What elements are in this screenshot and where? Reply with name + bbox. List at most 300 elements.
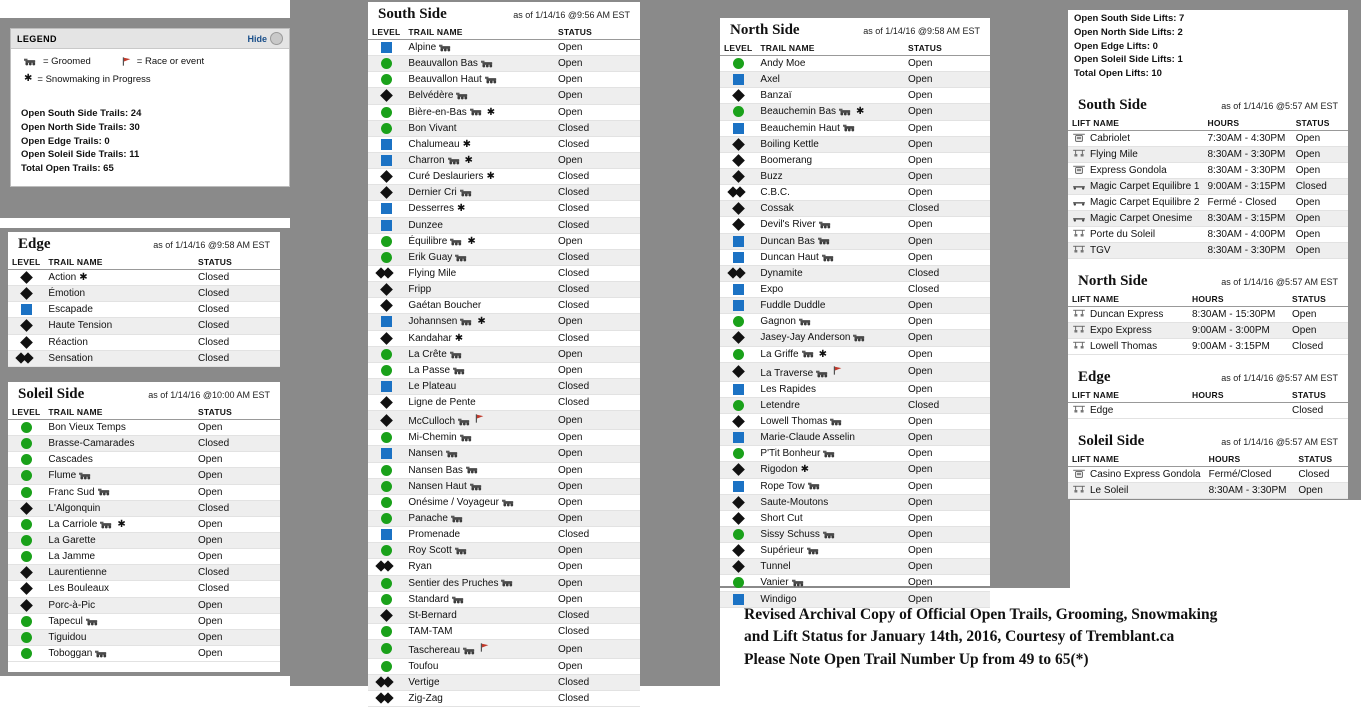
col-trail: TRAIL NAME — [44, 255, 194, 270]
level-green-circle-icon — [21, 487, 32, 498]
level-green-circle-icon — [21, 632, 32, 643]
trail-name: Action ✱ — [44, 270, 194, 286]
gondola-icon — [1072, 469, 1086, 479]
north-trails-table — [720, 41, 990, 608]
trail-status: Open — [194, 532, 280, 548]
total-open-lifts: Total Open Lifts: 10 — [1074, 68, 1162, 80]
trail-name: Supérieur — [756, 543, 904, 559]
trail-level — [720, 510, 756, 526]
trail-level — [720, 314, 756, 330]
trail-level — [368, 265, 404, 281]
table-row — [8, 436, 280, 452]
trail-status: Open — [194, 516, 280, 532]
lifts-south-table — [1068, 116, 1348, 259]
total-edge-lifts: Open Edge Lifts: 0 — [1074, 40, 1158, 52]
level-black-diamond-icon — [732, 219, 745, 232]
trail-level — [8, 302, 44, 318]
trail-level — [368, 559, 404, 575]
trail-name: La Garette — [44, 532, 194, 548]
trail-name: Beauchemin Bas ✱ — [756, 104, 904, 120]
groomer-icon — [823, 530, 837, 539]
level-blue-square-icon — [733, 123, 744, 134]
table-row — [368, 591, 640, 607]
table-row — [720, 298, 990, 314]
groomer-icon — [843, 123, 857, 132]
table-row — [720, 72, 990, 88]
table-row — [368, 527, 640, 543]
trail-status: Open — [554, 510, 640, 526]
trail-status: Open — [554, 640, 640, 659]
col-status: STATUS — [1294, 452, 1348, 467]
table-row — [8, 645, 280, 661]
col-level: LEVEL — [8, 405, 44, 420]
trail-name: Short Cut — [756, 510, 904, 526]
table-row — [368, 559, 640, 575]
south-title: South Side — [378, 6, 447, 22]
level-black-diamond-icon — [380, 396, 393, 409]
trail-level — [8, 549, 44, 565]
level-green-circle-icon — [21, 519, 32, 530]
groomer-icon — [456, 91, 470, 100]
groomer-icon — [792, 578, 806, 587]
trail-status: Open — [904, 136, 990, 152]
trail-level — [368, 462, 404, 478]
groomer-icon — [823, 449, 837, 458]
race-flag-icon — [475, 413, 485, 424]
col-level: LEVEL — [8, 255, 44, 270]
snowflake-icon: ✱ — [486, 106, 496, 118]
snowflake-icon: ✱ — [477, 316, 486, 328]
table-row — [1068, 178, 1348, 194]
table-row — [1068, 402, 1348, 418]
total-soleil-lifts: Open Soleil Side Lifts: 1 — [1074, 54, 1183, 66]
table-row — [720, 56, 990, 72]
trail-status: Closed — [554, 217, 640, 233]
trail-status: Open — [194, 468, 280, 484]
level-green-circle-icon — [381, 236, 392, 247]
trail-level — [368, 430, 404, 446]
groomer-icon — [86, 617, 100, 626]
trail-status: Open — [554, 233, 640, 249]
col-status: STATUS — [554, 25, 640, 40]
trail-level — [368, 494, 404, 510]
level-black-diamond-icon — [20, 287, 33, 300]
table-row — [8, 484, 280, 500]
groomer-icon — [453, 366, 467, 375]
trail-status: Open — [554, 104, 640, 120]
trail-name: Saute-Moutons — [756, 494, 904, 510]
trail-name: Laurentienne — [44, 565, 194, 581]
gondola-icon — [1072, 165, 1086, 175]
trail-status: Open — [554, 462, 640, 478]
trail-status: Open — [904, 88, 990, 104]
level-green-circle-icon — [733, 349, 744, 360]
trail-name: Porc-à-Pic — [44, 597, 194, 613]
table-row — [8, 318, 280, 334]
table-row — [368, 607, 640, 623]
lifts-south-asof: as of 1/14/16 @5:57 AM EST — [1221, 100, 1338, 111]
level-blue-square-icon — [733, 300, 744, 311]
level-double-diamond-icon — [377, 268, 395, 279]
trail-name: Bière-en-Bas ✱ — [404, 104, 554, 120]
lift-hours: 8:30AM - 3:30PM — [1204, 242, 1292, 258]
trail-level — [8, 613, 44, 629]
lift-hours — [1188, 402, 1288, 418]
edge-asof: as of 1/14/16 @9:58 AM EST — [153, 240, 270, 250]
lifts-soleil-title: Soleil Side — [1078, 432, 1145, 449]
trail-level — [368, 659, 404, 675]
trail-status: Closed — [554, 282, 640, 298]
level-double-diamond-icon — [377, 677, 395, 688]
trail-name: Tunnel — [756, 559, 904, 575]
col-status: STATUS — [194, 255, 280, 270]
table-row — [8, 286, 280, 302]
table-row — [8, 549, 280, 565]
trail-name: Boiling Kettle — [756, 136, 904, 152]
trail-status: Closed — [554, 120, 640, 136]
groomer-icon — [446, 449, 460, 458]
level-blue-square-icon — [381, 316, 392, 327]
trail-name: La Griffe ✱ — [756, 346, 904, 362]
table-row — [8, 613, 280, 629]
trail-level — [720, 346, 756, 362]
trail-status: Closed — [554, 623, 640, 639]
table-row — [368, 478, 640, 494]
table-row — [368, 233, 640, 249]
lift-status: Open — [1292, 146, 1348, 162]
trail-name: La Passe — [404, 362, 554, 378]
lift-name: Magic Carpet Equilibre 1 — [1068, 178, 1204, 194]
trail-status: Open — [194, 484, 280, 500]
legend-label-groomed: = Groomed — [43, 56, 91, 67]
trail-name: Nansen — [404, 446, 554, 462]
groomer-icon — [460, 433, 474, 442]
lifts-edge-asof: as of 1/14/16 @5:57 AM EST — [1221, 372, 1338, 383]
groomer-icon — [458, 417, 472, 426]
trail-level — [8, 334, 44, 350]
level-green-circle-icon — [381, 107, 392, 118]
trail-level — [8, 436, 44, 452]
groomer-icon — [470, 107, 484, 116]
table-row — [720, 233, 990, 249]
collapse-icon[interactable] — [270, 32, 283, 45]
level-blue-square-icon — [381, 203, 392, 214]
level-green-circle-icon — [733, 577, 744, 588]
trail-status: Open — [554, 346, 640, 362]
magic-carpet-icon — [1072, 181, 1086, 191]
lift-hours: 7:30AM - 4:30PM — [1204, 130, 1292, 146]
col-level: LEVEL — [720, 41, 756, 56]
groomer-icon — [485, 75, 499, 84]
trail-status: Closed — [194, 350, 280, 366]
trail-level — [720, 120, 756, 136]
trail-status: Open — [194, 613, 280, 629]
table-row — [368, 395, 640, 411]
lift-hours: Fermé/Closed — [1205, 466, 1295, 482]
lift-hours: 8:30AM - 15:30PM — [1188, 306, 1288, 322]
table-row — [1068, 242, 1348, 258]
chairlift-icon — [1072, 325, 1086, 335]
table-row — [1068, 482, 1348, 498]
trail-name: Bon Vivant — [404, 120, 554, 136]
level-blue-square-icon — [733, 284, 744, 295]
trail-status: Closed — [554, 185, 640, 201]
north-trails-panel — [720, 18, 990, 605]
level-black-diamond-icon — [380, 90, 393, 103]
lifts-south-title: South Side — [1078, 96, 1147, 113]
level-blue-square-icon — [381, 529, 392, 540]
table-row — [368, 136, 640, 152]
lift-status: Closed — [1292, 178, 1348, 194]
trail-level — [368, 136, 404, 152]
trail-level — [8, 318, 44, 334]
snowflake-icon: ✱ — [467, 235, 476, 247]
col-lift: LIFT NAME — [1068, 388, 1188, 403]
level-double-diamond-icon — [377, 693, 395, 704]
col-hours: HOURS — [1205, 452, 1295, 467]
lift-hours: 9:00AM - 3:00PM — [1188, 322, 1288, 338]
groomer-icon — [439, 43, 453, 52]
table-row — [720, 575, 990, 591]
lifts-north-title: North Side — [1078, 272, 1148, 289]
trail-status: Open — [904, 526, 990, 542]
trail-name: Rope Tow — [756, 478, 904, 494]
trail-status: Closed — [554, 265, 640, 281]
lifts-edge-table — [1068, 388, 1348, 419]
groomer-icon — [451, 514, 465, 523]
trail-name: Le Plateau — [404, 378, 554, 394]
legend-title: LEGEND — [17, 33, 57, 44]
col-status: STATUS — [904, 41, 990, 56]
table-row — [1068, 146, 1348, 162]
level-double-diamond-icon — [377, 561, 395, 572]
trail-level — [720, 152, 756, 168]
hide-label: Hide — [247, 33, 267, 44]
table-row — [1068, 306, 1348, 322]
trail-name: Flume — [44, 468, 194, 484]
trail-name: Alpine — [404, 40, 554, 56]
trail-level — [720, 281, 756, 297]
col-status: STATUS — [1288, 388, 1348, 403]
lift-hours: 9:00AM - 3:15PM — [1188, 338, 1288, 354]
level-green-circle-icon — [381, 626, 392, 637]
level-green-circle-icon — [381, 58, 392, 69]
table-row — [8, 452, 280, 468]
trail-level — [720, 233, 756, 249]
level-black-diamond-icon — [732, 365, 745, 378]
trail-name: L'Algonquin — [44, 500, 194, 516]
edge-rows — [8, 270, 280, 367]
trail-status: Closed — [904, 201, 990, 217]
groomer-icon — [802, 349, 816, 358]
table-row — [720, 136, 990, 152]
groomer-icon — [799, 317, 813, 326]
trail-status: Open — [904, 462, 990, 478]
trail-level — [368, 446, 404, 462]
table-row — [720, 168, 990, 184]
lifts-soleil-rows — [1068, 466, 1348, 498]
trail-name: P'Tit Bonheur — [756, 446, 904, 462]
trail-level — [368, 104, 404, 120]
trail-status: Closed — [554, 395, 640, 411]
legend-hide-button[interactable] — [247, 32, 283, 45]
trail-name: Franc Sud — [44, 484, 194, 500]
trail-status: Closed — [194, 318, 280, 334]
trail-status: Open — [904, 510, 990, 526]
legend-panel — [10, 28, 290, 187]
table-row — [720, 510, 990, 526]
level-blue-square-icon — [381, 139, 392, 150]
col-status: STATUS — [1288, 292, 1348, 307]
col-lift: LIFT NAME — [1068, 292, 1188, 307]
trail-name: Expo — [756, 281, 904, 297]
snowflake-icon: ✱ — [800, 464, 810, 476]
table-row — [8, 597, 280, 613]
trail-status: Closed — [904, 397, 990, 413]
level-green-circle-icon — [21, 422, 32, 433]
trail-level — [720, 298, 756, 314]
trail-status: Open — [904, 413, 990, 429]
trail-status: Open — [194, 452, 280, 468]
snowflake-icon: ✱ — [486, 171, 495, 183]
trail-status: Closed — [194, 302, 280, 318]
soleil-title: Soleil Side — [18, 386, 85, 402]
level-green-circle-icon — [21, 454, 32, 465]
trail-level — [368, 478, 404, 494]
legend-item-groomed — [21, 56, 91, 67]
trail-status: Open — [194, 420, 280, 436]
trail-status: Closed — [194, 581, 280, 597]
trail-status: Open — [904, 120, 990, 136]
trail-level — [368, 395, 404, 411]
level-green-circle-icon — [21, 470, 32, 481]
level-green-circle-icon — [21, 648, 32, 659]
lift-status: Open — [1292, 130, 1348, 146]
lift-name: Cabriolet — [1068, 130, 1204, 146]
trail-name: Bon Vieux Temps — [44, 420, 194, 436]
trail-level — [720, 185, 756, 201]
groomer-icon — [450, 350, 464, 359]
level-black-diamond-icon — [732, 464, 745, 477]
trail-name: Andy Moe — [756, 56, 904, 72]
col-lift: LIFT NAME — [1068, 452, 1205, 467]
level-black-diamond-icon — [20, 502, 33, 515]
trail-status: Open — [904, 72, 990, 88]
trail-status: Open — [554, 362, 640, 378]
trail-name: La Carriole ✱ — [44, 516, 194, 532]
trail-status: Open — [554, 56, 640, 72]
trail-name: C.B.C. — [756, 185, 904, 201]
groomer-icon — [95, 649, 109, 658]
lift-hours: 8:30AM - 3:30PM — [1204, 146, 1292, 162]
trail-level — [368, 378, 404, 394]
col-hours: HOURS — [1204, 116, 1292, 131]
level-black-diamond-icon — [20, 271, 33, 284]
level-blue-square-icon — [381, 155, 392, 166]
trail-status: Open — [904, 575, 990, 591]
trail-level — [368, 282, 404, 298]
table-row — [368, 411, 640, 430]
north-header — [720, 18, 990, 41]
trail-status: Open — [904, 249, 990, 265]
trail-level — [368, 543, 404, 559]
lifts-north-asof: as of 1/14/16 @5:57 AM EST — [1221, 276, 1338, 287]
level-green-circle-icon — [381, 465, 392, 476]
snowflake-icon: ✱ — [464, 155, 473, 167]
trail-level — [8, 270, 44, 286]
trail-status: Open — [904, 330, 990, 346]
table-row — [8, 350, 280, 366]
table-row — [368, 88, 640, 104]
trail-totals — [11, 101, 289, 186]
trail-name: Windigo — [756, 591, 904, 607]
total-north-trails: Open North Side Trails: 30 — [21, 121, 140, 133]
level-green-circle-icon — [21, 551, 32, 562]
table-row — [8, 302, 280, 318]
trail-status: Closed — [904, 265, 990, 281]
level-green-circle-icon — [381, 123, 392, 134]
lift-status: Open — [1288, 306, 1348, 322]
level-black-diamond-icon — [732, 138, 745, 151]
snowflake-icon: ✱ — [462, 138, 471, 150]
trail-status: Closed — [554, 169, 640, 185]
trail-level — [720, 168, 756, 184]
groomer-icon — [819, 220, 833, 229]
level-blue-square-icon — [381, 381, 392, 392]
trail-name: Fuddle Duddle — [756, 298, 904, 314]
trail-name: La Traverse — [756, 362, 904, 381]
trail-name: Banzaï — [756, 88, 904, 104]
trail-level — [720, 56, 756, 72]
groomer-icon — [98, 487, 112, 496]
trail-status: Open — [554, 591, 640, 607]
level-black-diamond-icon — [380, 414, 393, 427]
table-row — [368, 330, 640, 346]
level-blue-square-icon — [733, 594, 744, 605]
table-row — [8, 334, 280, 350]
trail-name: Réaction — [44, 334, 194, 350]
trail-name: Letendre — [756, 397, 904, 413]
lift-name: Lowell Thomas — [1068, 338, 1188, 354]
groomer-icon — [79, 471, 93, 480]
level-black-diamond-icon — [732, 496, 745, 509]
soleil-asof: as of 1/14/16 @10:00 AM EST — [148, 390, 270, 400]
trail-level — [720, 362, 756, 381]
trail-level — [8, 500, 44, 516]
table-row — [368, 40, 640, 56]
trail-status: Open — [554, 543, 640, 559]
col-lift: LIFT NAME — [1068, 116, 1204, 131]
trail-level — [368, 169, 404, 185]
trail-name: Vanier — [756, 575, 904, 591]
trail-level — [720, 559, 756, 575]
level-green-circle-icon — [21, 616, 32, 627]
level-blue-square-icon — [733, 384, 744, 395]
table-row — [368, 152, 640, 168]
trail-level — [720, 72, 756, 88]
trail-name: Beauchemin Haut — [756, 120, 904, 136]
trail-level — [720, 446, 756, 462]
lift-hours: 9:00AM - 3:15PM — [1204, 178, 1292, 194]
table-row — [368, 659, 640, 675]
groomer-icon — [455, 546, 469, 555]
groomer-icon — [853, 333, 867, 342]
level-black-diamond-icon — [380, 609, 393, 622]
trail-status: Open — [904, 478, 990, 494]
trail-name: Dernier Cri — [404, 185, 554, 201]
level-black-diamond-icon — [380, 170, 393, 183]
edge-trails-table — [8, 255, 280, 367]
